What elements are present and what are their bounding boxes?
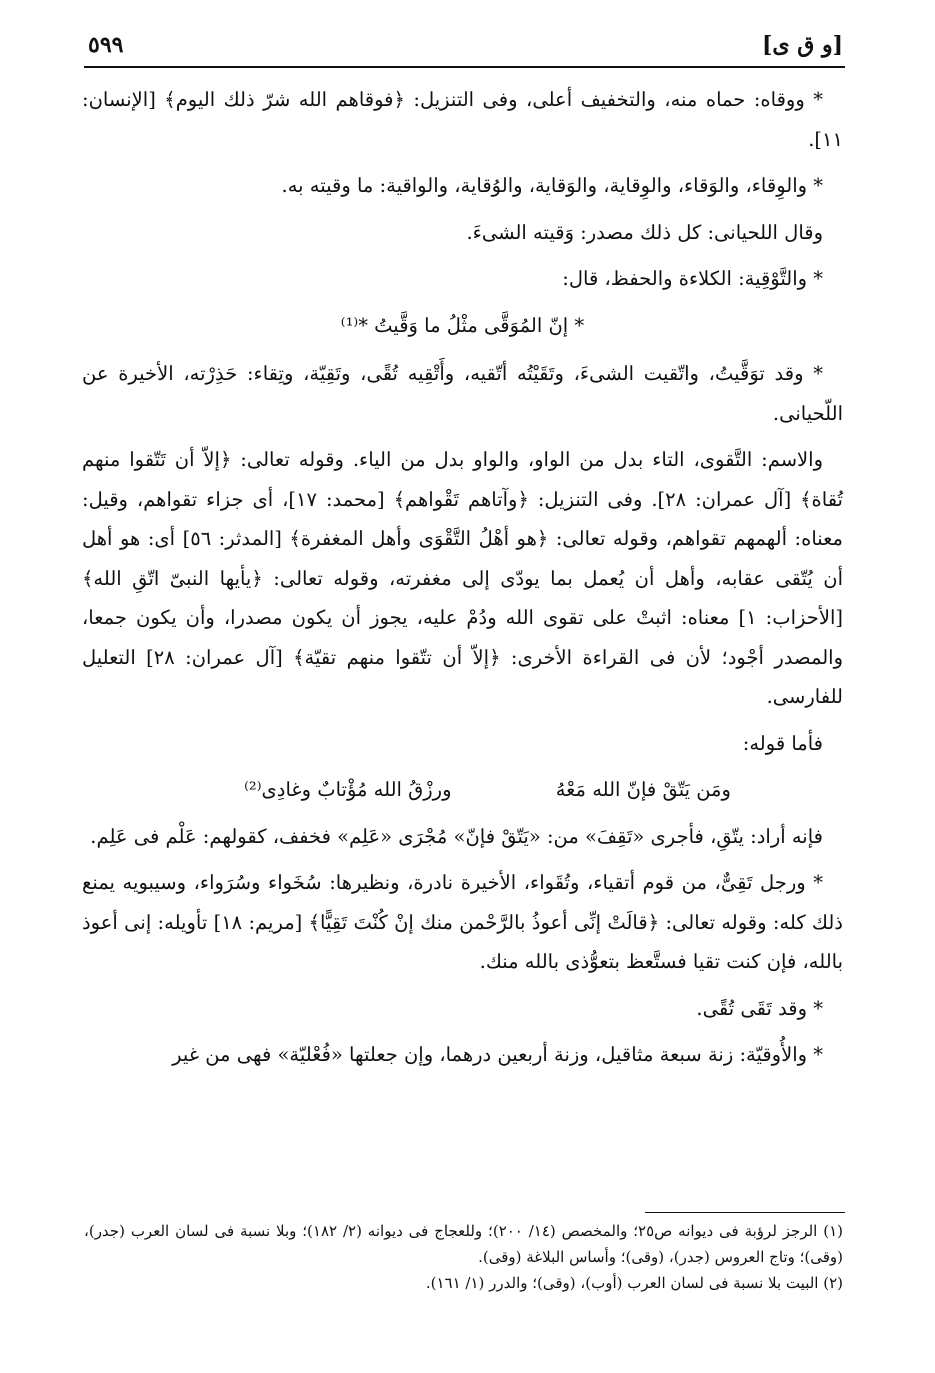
poetry-verse [82,770,843,810]
root-heading: [و ق ی] [761,32,843,58]
entry-body [82,80,843,1082]
footnote-divider [645,1212,845,1213]
footnote: (١) الرجز لرؤبة فى ديوانه ص٢٥؛ والمخصص (١٤/ ٢٠٠)؛ وللعجاج فى ديوانه (٢/ ١٨٢)؛ وبلا نسبة فى لسان العرب (جدر)، (وقى)؛ وتاج العروس (جدر)، (وقى)؛ وأساس البلاغة (وقى). [84,1222,843,1266]
verse-second-hemistich: ورزْقُ الله مُؤْتابٌ وغادِى⁽²⁾ [244,778,452,801]
header-divider [84,66,845,68]
footnotes [84,1218,843,1296]
page-number: ٥٩٩ [88,32,124,58]
paragraph: * والتَّوْقِية: الكلاءة والحفظ، قال: [562,267,823,290]
paragraph: * والوِقاء، والوَقاء، والوِقاية، والوَقاية، والوُقاية، والواقية: ما وقيته به. [281,174,823,197]
verse-first-hemistich: ومَن يَتّقْ فإنّ الله مَعْهُ [555,778,731,801]
paragraph: وقال اللحيانى: كل ذلك مصدر: وَقيته الشىءَ. [466,220,823,244]
paragraph: * وقد تَقَى تُقًى. [696,996,823,1020]
paragraph: والاسم: التَّقوى، التاء بدل من الواو، والواو بدل من الياء. وقوله تعالى: ﴿إلاّ أن تَتّقوا منهم تُقاة﴾ [آل عمران: ٢٨]. وفى التنزيل: ﴿وآتاهم تَقْواهم﴾ [محمد: ١٧]، أى جزاء تقواهم، وقيل: معناه: ألهمهم تقواهم، وقوله تعالى: ﴿هو أهْلُ التَّقْوَى وأهل المغفرة﴾ [المدثر: ٥٦] أى: هو أهل أن يُتّقى عقابه، وأهل أن يُعمل بما يودّى إلى مغفرته، وقوله تعالى: ﴿يأيها النبىّ اتّقِ الله﴾ [الأحزاب: ١] معناه: اثبتْ على تقوى الله ودُمْ عليه، يجوز أن يكون مصدرا، وأن يكون جمعا، والمصدر أجْود؛ لأن فى القراءة الأخرى: ﴿إلاّ أن تتّقوا منهم تقيّة﴾ [آل عمران: ٢٨] التعليل للفارسى. [82,448,843,708]
page-header [88,28,843,62]
paragraph: * ووقاه: حماه منه، والتخفيف أعلى، وفى التنزيل: ﴿فوقاهم الله شرّ ذلك اليوم﴾ [الإنسان: ١١]. [82,88,843,151]
paragraph: * وقد توَقَّيتُ، واتّقيت الشىءَ، وتَقَيْتُه أتّقيه، وأَتْقِيه تُقًى، وتَقِيّة، وتِقاء: حَذِرْته، الأخيرة عن اللّحيانى. [82,362,843,425]
paragraph: فأما قوله: [742,731,823,755]
rajaz-verse: * إنّ المُوَقَّى مثْلُ ما وَقَّيتُ *⁽¹⁾ [340,313,585,337]
paragraph: * والأُوقيّة: زنة سبعة مثاقيل، وزنة أربعين درهما، وإن جعلتها «فُعْليّة» فهى من غير [172,1043,823,1066]
footnote: (٢) البيت بلا نسبة فى لسان العرب (أوب)، (وقى)؛ والدرر (١/ ١٦١). [425,1274,843,1292]
paragraph: فإنه أراد: يتّقِ، فأجرى «تَقِفَ» من: «يَتّقْ فإنّ» مُجْرَى «عَلِم» فخفف، كقولهم: عَلْم فى عَلِم. [90,824,823,848]
paragraph: * ورجل تَقِىٌّ، من قوم أتقياء، وتُقَواء، الأخيرة نادرة، ونظيرها: سُخَواء وسُرَواء، وسيبويه يمنع ذلك كله: وقوله تعالى: ﴿قالَتْ إنِّى أعوذُ بالرَّحْمن منك إنْ كُنْتَ تَقِيًّا﴾ [مريم: ١٨] تأويله: إنى أعوذ بالله، فإن كنت تقيا فستَّعظ بتعوُّذى بالله منك. [82,871,843,973]
